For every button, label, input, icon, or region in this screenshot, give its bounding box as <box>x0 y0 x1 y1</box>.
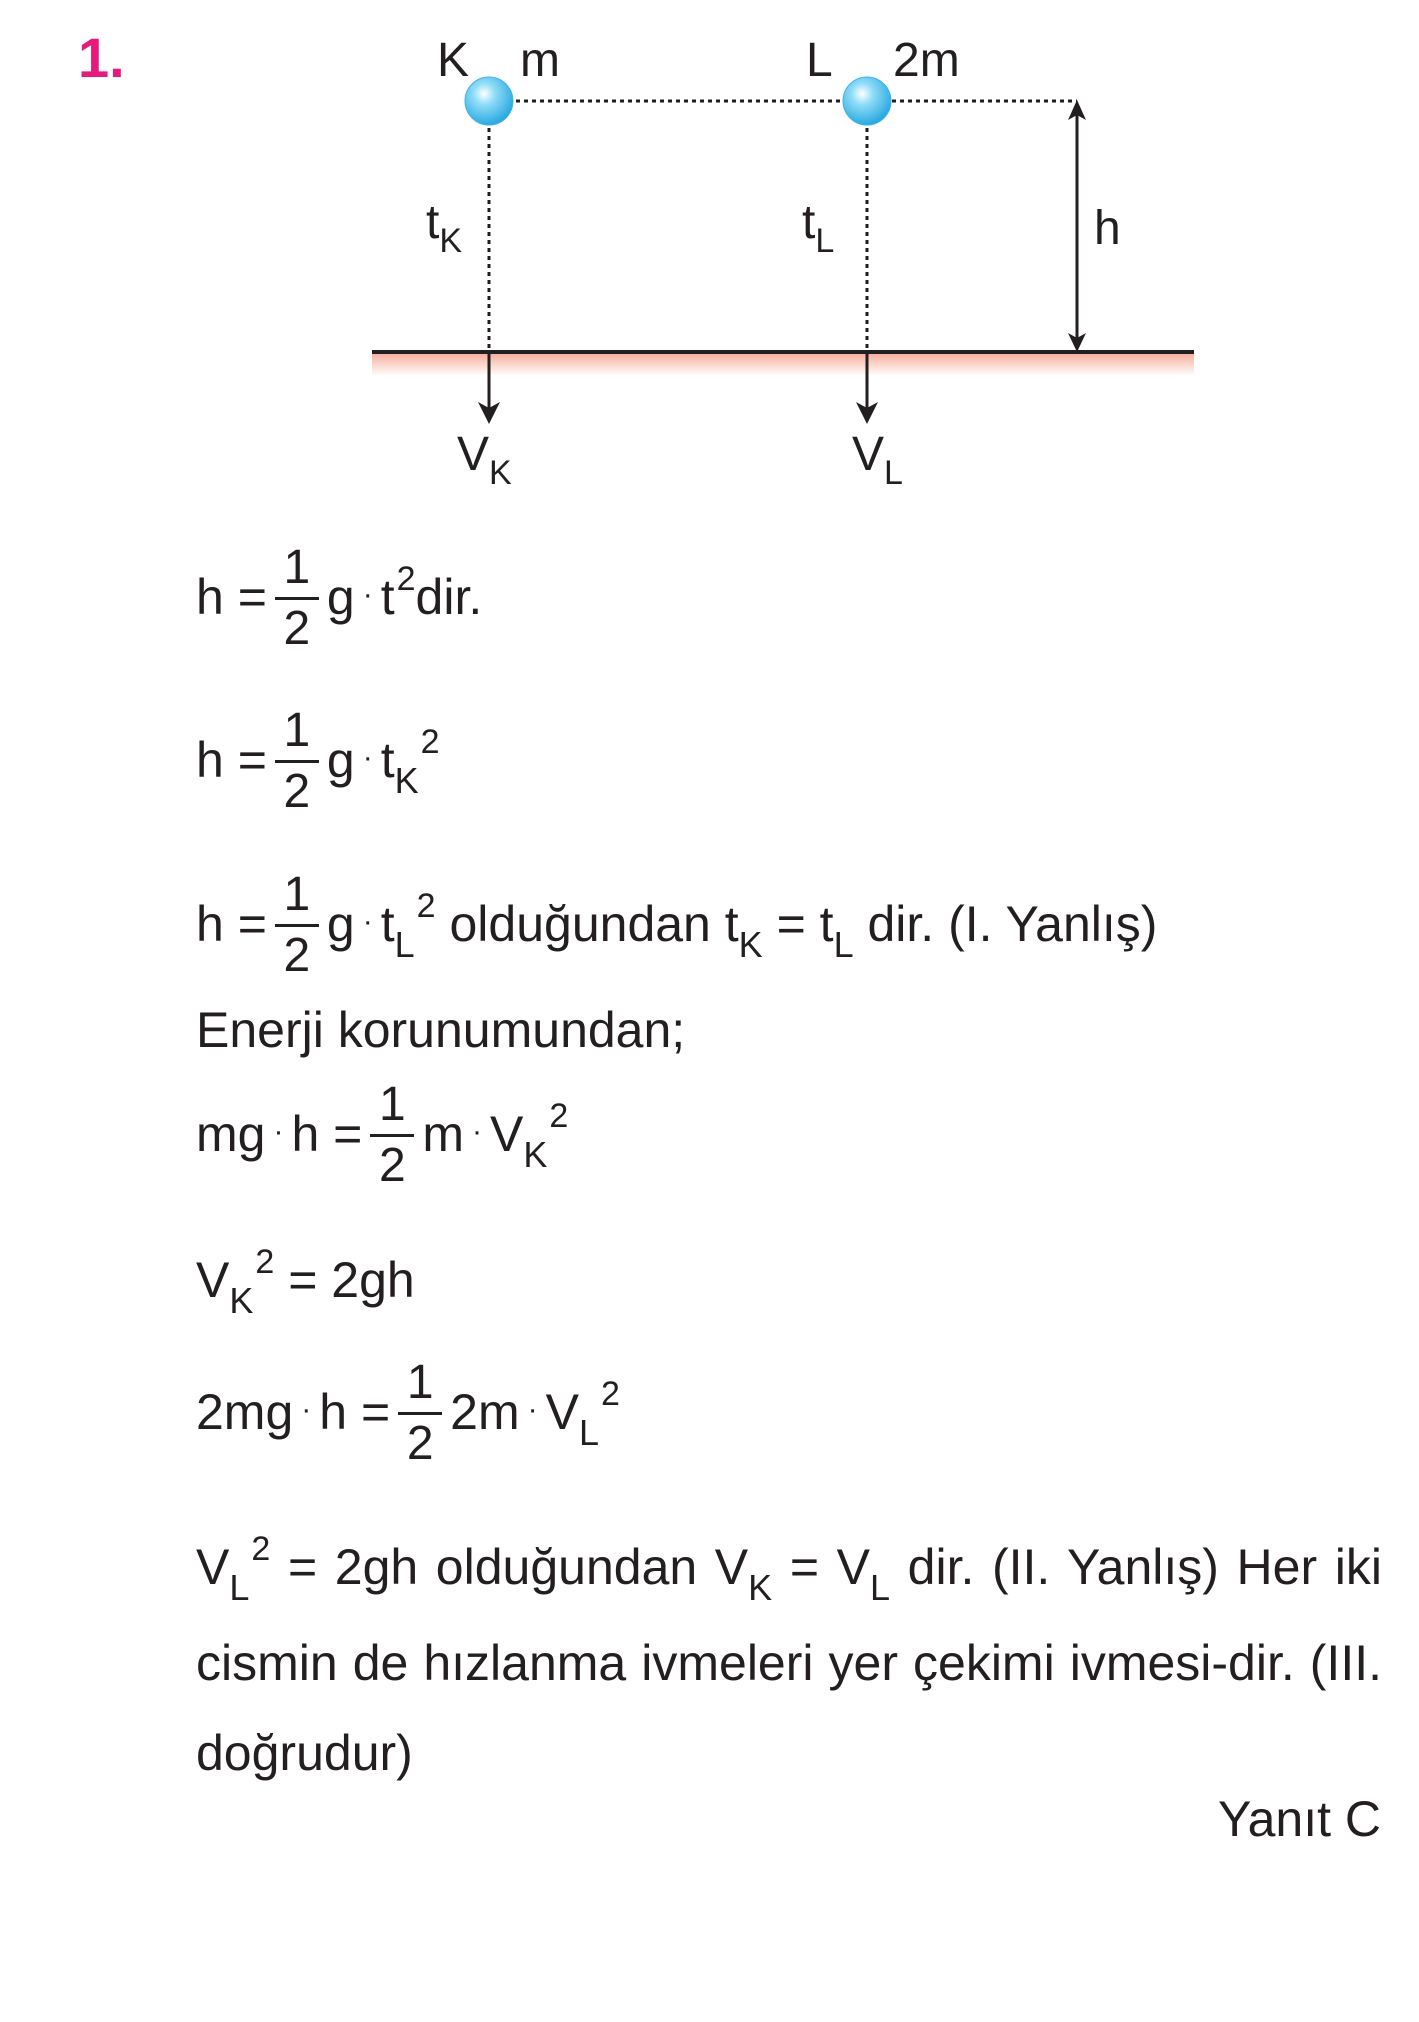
eq6-denominator: 2 <box>406 1417 434 1471</box>
question-number: 1. <box>78 26 125 89</box>
eq7-equals: = V <box>789 1539 870 1595</box>
ball-k <box>465 77 513 125</box>
eq2-g: g <box>326 732 355 789</box>
eq3-exponent: 2 <box>416 887 436 926</box>
equation-6: 2mg · h = $\frac{1}{2}$ $2m \cdot V_L^2$ <box>196 1356 620 1471</box>
equation-5 <box>196 1243 415 1321</box>
ball-l-label: L <box>806 34 833 87</box>
eq3-subscript: L <box>394 924 415 966</box>
eq5-rhs: = 2gh <box>288 1252 415 1308</box>
eq4-lhs-mg: mg <box>196 1106 266 1163</box>
eq4-numerator: 1 <box>379 1078 406 1131</box>
time-k-label: $t_K$ <box>426 196 463 260</box>
eq6-lhs-h: h = <box>319 1384 391 1441</box>
eq7-v: V <box>196 1539 230 1595</box>
time-l-label: $t_L$ <box>802 196 835 260</box>
eq6-2m: 2m <box>450 1384 520 1441</box>
eq4-denominator: 2 <box>379 1139 406 1193</box>
ground-shading <box>372 352 1194 376</box>
equation-7-paragraph <box>196 1522 1382 1798</box>
eq2-denominator: 2 <box>283 765 311 819</box>
eq5-subscript: K <box>229 1280 254 1321</box>
ball-k-mass: m <box>520 34 560 87</box>
free-fall-diagram <box>0 0 1419 520</box>
eq7-subscript-2: K <box>748 1567 773 1608</box>
eq4-m: m <box>422 1106 465 1163</box>
eq4-v: V <box>490 1106 524 1163</box>
eq6-lhs-2mg: 2mg <box>196 1384 294 1441</box>
eq4-exponent: 2 <box>549 1097 569 1136</box>
eq1-denominator: 2 <box>283 602 311 656</box>
eq2-numerator: 1 <box>283 704 311 757</box>
eq6-v: V <box>545 1384 579 1441</box>
eq3-g: g <box>326 896 355 953</box>
eq3-middle-text: olduğundan t <box>449 896 739 953</box>
eq2-t: t <box>380 732 395 789</box>
eq3-subscript-2: K <box>738 924 763 966</box>
eq3-equals: = t <box>776 896 834 953</box>
eq7-tail: dir. (II. Yanlış) Her iki cismin de hızlanma ivmeleri yer çekimi ivmesi-dir. (III. doğrudur) <box>196 1539 1382 1781</box>
eq1-numerator: 1 <box>283 541 311 594</box>
equation-4: mg · h = $\frac{1}{2}$ $m \cdot V_K^2$ <box>196 1078 569 1193</box>
eq3-fraction <box>275 870 319 982</box>
eq2-lhs: h = <box>196 732 267 789</box>
equation-2: h = $\frac{1}{2}$ $g \cdot t_K^2$ <box>196 704 440 819</box>
eq1-fraction <box>275 543 319 655</box>
eq7-exponent: 2 <box>251 1530 271 1568</box>
eq7-middle-text: = 2gh olduğundan V <box>287 1539 749 1595</box>
eq1-g: g <box>326 569 355 626</box>
eq6-subscript: L <box>579 1412 600 1454</box>
eq7-subscript: L <box>229 1567 250 1608</box>
ball-k-label: K <box>437 34 470 87</box>
ball-l <box>843 77 891 125</box>
eq1-lhs: h = <box>196 569 267 626</box>
eq2-subscript: K <box>394 760 419 802</box>
energy-intro: Enerji korunumundan; <box>196 1002 686 1058</box>
eq3-tail: dir. (I. Yanlış) <box>867 896 1158 953</box>
eq4-subscript: K <box>523 1134 548 1176</box>
velocity-k-label: $V_K$ <box>457 428 512 492</box>
eq3-subscript-3: L <box>833 924 854 966</box>
eq2-exponent: 2 <box>420 723 440 762</box>
velocity-l-label: $V_L$ <box>852 428 903 492</box>
eq4-fraction <box>370 1080 414 1192</box>
eq3-t: t <box>380 896 395 953</box>
eq6-fraction <box>398 1358 442 1470</box>
equation-1: h = $\frac{1}{2}$ $g \cdot t^2dir$. <box>196 541 483 656</box>
height-label: h <box>1094 202 1121 255</box>
eq1-tail: dir. <box>415 569 483 626</box>
eq6-numerator: 1 <box>406 1356 434 1409</box>
eq5-v: V <box>196 1252 230 1308</box>
eq2-fraction <box>275 706 319 818</box>
ball-l-mass: 2m <box>893 34 960 87</box>
equation-3: h = $\frac{1}{2}$ $g \cdot t_L^2$ olduğundan $t_K = t_L$ dir. (I. Yanlış) <box>196 868 1158 983</box>
eq3-denominator: 2 <box>283 929 311 983</box>
eq6-exponent: 2 <box>601 1375 620 1414</box>
eq1-exponent: 2 <box>396 560 416 599</box>
answer: Yanıt C <box>1217 1791 1381 1847</box>
eq1-t: t <box>380 569 395 626</box>
eq7-subscript-3: L <box>870 1567 891 1608</box>
eq5-exponent: 2 <box>255 1243 275 1281</box>
eq3-numerator: 1 <box>283 868 311 921</box>
eq4-lhs-h: h = <box>291 1106 363 1163</box>
eq3-lhs: h = <box>196 896 267 953</box>
